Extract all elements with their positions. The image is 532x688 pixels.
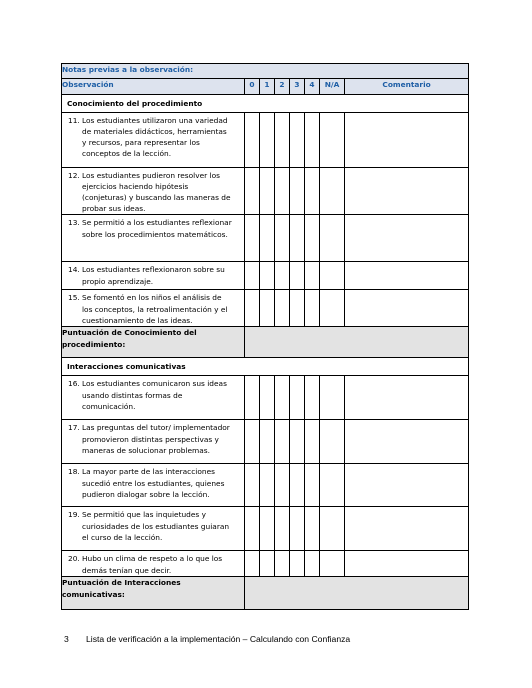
item-line-text: Se permitió a los estudiantes reflexionar — [82, 218, 232, 228]
item-number: 16. — [68, 379, 80, 389]
comment-cell[interactable] — [345, 290, 469, 327]
score-cell-0[interactable] — [245, 507, 260, 551]
page-footer — [64, 634, 350, 644]
item-number: 13. — [68, 218, 80, 228]
item-text-line: demás tenían que decir. — [82, 565, 172, 575]
checklist-item-row — [62, 464, 469, 507]
checklist-item-row — [62, 507, 469, 551]
item-text-line: cuestionamiento de las ideas. — [82, 315, 193, 325]
section-title: Interacciones comunicativas — [62, 358, 469, 376]
score-header-3: 3 — [290, 79, 305, 95]
item-text — [62, 215, 245, 262]
score-header-4: 4 — [305, 79, 320, 95]
score-cell-4[interactable] — [305, 507, 320, 551]
checklist-item-row — [62, 551, 469, 577]
item-text-line — [68, 292, 242, 303]
observation-header: Observación — [62, 79, 245, 95]
item-text — [62, 113, 245, 168]
na-cell[interactable] — [320, 262, 345, 290]
comment-cell[interactable] — [345, 168, 469, 215]
item-line-text: Se permitió que las inquietudes y — [82, 510, 206, 520]
score-header-2: 2 — [275, 79, 290, 95]
comment-cell[interactable] — [345, 507, 469, 551]
comment-cell[interactable] — [345, 215, 469, 262]
item-text-line: (conjeturas) y buscando las maneras de — [82, 193, 231, 203]
score-cell-0[interactable] — [245, 551, 260, 577]
item-text-line — [68, 378, 242, 389]
item-line-text: Los estudiantes reflexionaron sobre su — [82, 265, 225, 275]
comment-cell[interactable] — [345, 113, 469, 168]
item-number: 17. — [68, 423, 80, 433]
section-title: Conocimiento del procedimiento — [62, 95, 469, 113]
table-title: Notas previas a la observación: — [62, 64, 469, 79]
item-line-text: Se fomentó en los niños el análisis de — [82, 293, 222, 303]
item-text-line: usando distintas formas de — [82, 390, 183, 400]
item-text-line — [68, 115, 242, 126]
score-cell-3[interactable] — [290, 215, 305, 262]
score-cell-4[interactable] — [305, 113, 320, 168]
score-cell-1[interactable] — [260, 113, 275, 168]
score-cell-0[interactable] — [245, 168, 260, 215]
item-text-line: sucedió entre los estudiantes, quienes — [82, 478, 225, 488]
item-text-line: probar sus ideas. — [82, 204, 146, 214]
checklist-item-row — [62, 215, 469, 262]
score-total-row — [62, 577, 469, 610]
score-cell-3[interactable] — [290, 290, 305, 327]
section-row — [62, 358, 469, 376]
na-cell[interactable] — [320, 113, 345, 168]
na-cell[interactable] — [320, 420, 345, 464]
score-cell-1[interactable] — [260, 215, 275, 262]
na-header: N/A — [320, 79, 345, 95]
score-cell-4[interactable] — [305, 551, 320, 577]
item-text — [62, 168, 245, 215]
score-cell-4[interactable] — [305, 464, 320, 507]
score-cell-1[interactable] — [260, 420, 275, 464]
score-cell-0[interactable] — [245, 464, 260, 507]
na-cell[interactable] — [320, 464, 345, 507]
item-text — [62, 507, 245, 551]
checklist-item-row — [62, 113, 469, 168]
score-cell-2[interactable] — [275, 113, 290, 168]
score-cell-1[interactable] — [260, 376, 275, 420]
item-text-line — [68, 553, 242, 564]
score-cell-4[interactable] — [305, 420, 320, 464]
score-cell-4[interactable] — [305, 215, 320, 262]
score-header-1: 1 — [260, 79, 275, 95]
na-cell[interactable] — [320, 551, 345, 577]
comment-cell[interactable] — [345, 551, 469, 577]
score-cell-0[interactable] — [245, 113, 260, 168]
score-cell-2[interactable] — [275, 290, 290, 327]
score-cell-1[interactable] — [260, 551, 275, 577]
score-cell-3[interactable] — [290, 507, 305, 551]
item-text-line: pudieron dialogar sobre la lección. — [82, 489, 210, 499]
score-cell-0[interactable] — [245, 290, 260, 327]
score-cell-3[interactable] — [290, 551, 305, 577]
score-cell-2[interactable] — [275, 376, 290, 420]
score-cell-3[interactable] — [290, 168, 305, 215]
score-cell-2[interactable] — [275, 507, 290, 551]
item-text — [62, 290, 245, 327]
item-text-line — [68, 217, 242, 228]
item-text — [62, 376, 245, 420]
item-text-line: ejercicios haciendo hipótesis — [82, 182, 189, 192]
score-cell-3[interactable] — [290, 420, 305, 464]
score-cell-3[interactable] — [290, 376, 305, 420]
item-text-line: conceptos de la lección. — [82, 149, 172, 159]
score-cell-2[interactable] — [275, 464, 290, 507]
checklist-item-row — [62, 262, 469, 290]
score-cell-0[interactable] — [245, 215, 260, 262]
score-cell-2[interactable] — [275, 168, 290, 215]
item-text-line: comunicación. — [82, 401, 136, 411]
section-row — [62, 95, 469, 113]
item-number: 15. — [68, 293, 80, 303]
item-line-text: Los estudiantes comunicaron sus ideas — [82, 379, 227, 389]
score-cell-4[interactable] — [305, 376, 320, 420]
na-cell[interactable] — [320, 376, 345, 420]
item-text-line: los conceptos, la retroalimentación y el — [82, 304, 228, 314]
na-cell[interactable] — [320, 215, 345, 262]
item-text-line: curiosidades de los estudiantes guiaran — [82, 521, 230, 531]
score-total-label: Puntuación de Interacciones comunicativas: — [62, 577, 245, 610]
score-cell-1[interactable] — [260, 464, 275, 507]
item-line-text: Los estudiantes utilizaron una variedad — [82, 116, 228, 125]
na-cell[interactable] — [320, 168, 345, 215]
score-cell-4[interactable] — [305, 168, 320, 215]
score-cell-4[interactable] — [305, 290, 320, 327]
item-text-line — [68, 422, 242, 433]
item-text-line — [68, 264, 242, 275]
comment-cell[interactable] — [345, 420, 469, 464]
item-number: 11. — [68, 116, 80, 125]
score-cell-4[interactable] — [305, 262, 320, 290]
item-text-line: promovieron distintas perspectivas y — [82, 434, 219, 444]
checklist-item-row — [62, 290, 469, 327]
score-cell-2[interactable] — [275, 262, 290, 290]
checklist-item-row — [62, 168, 469, 215]
item-line-text: La mayor parte de las interacciones — [82, 467, 215, 477]
score-cell-2[interactable] — [275, 551, 290, 577]
item-text — [62, 262, 245, 290]
observation-checklist-table — [61, 63, 469, 610]
column-header-row — [62, 79, 469, 95]
score-total-cell[interactable] — [245, 327, 469, 358]
comment-cell[interactable] — [345, 464, 469, 507]
item-number: 12. — [68, 171, 80, 180]
item-number: 18. — [68, 467, 80, 477]
item-text-line: propio aprendizaje. — [82, 276, 154, 286]
checklist-item-row — [62, 376, 469, 420]
comment-cell[interactable] — [345, 376, 469, 420]
checklist-item-row — [62, 420, 469, 464]
item-number: 14. — [68, 265, 80, 275]
item-text — [62, 551, 245, 577]
score-cell-2[interactable] — [275, 215, 290, 262]
na-cell[interactable] — [320, 290, 345, 327]
page-number: 3 — [64, 634, 69, 644]
score-total-row — [62, 327, 469, 358]
item-number: 19. — [68, 510, 80, 520]
item-line-text: Las preguntas del tutor/ implementador — [82, 423, 230, 433]
score-cell-3[interactable] — [290, 262, 305, 290]
score-cell-0[interactable] — [245, 420, 260, 464]
score-cell-0[interactable] — [245, 262, 260, 290]
score-total-cell[interactable] — [245, 577, 469, 610]
comment-header: Comentario — [345, 79, 469, 95]
item-line-text: Los estudiantes pudieron resolver los — [82, 171, 220, 180]
comment-cell[interactable] — [345, 262, 469, 290]
score-header-0: 0 — [245, 79, 260, 95]
item-text-line: sobre los procedimientos matemáticos. — [82, 229, 228, 239]
na-cell[interactable] — [320, 507, 345, 551]
score-cell-1[interactable] — [260, 168, 275, 215]
score-cell-3[interactable] — [290, 113, 305, 168]
score-cell-2[interactable] — [275, 420, 290, 464]
item-text-line — [68, 509, 242, 520]
item-text-line: maneras de solucionar problemas. — [82, 445, 210, 455]
item-text-line: de materiales didácticos, herramientas — [82, 127, 227, 137]
score-cell-0[interactable] — [245, 376, 260, 420]
item-text — [62, 420, 245, 464]
score-cell-3[interactable] — [290, 464, 305, 507]
item-text-line: y recursos, para representar los — [82, 138, 200, 148]
score-total-label: Puntuación de Conocimiento del procedimiento: — [62, 327, 245, 358]
item-text-line: el curso de la lección. — [82, 532, 163, 542]
item-text-line — [68, 170, 242, 181]
item-text — [62, 464, 245, 507]
footer-text: Lista de verificación a la implementación – Calculando con Confianza — [86, 634, 351, 644]
score-cell-1[interactable] — [260, 507, 275, 551]
table-title-row — [62, 64, 469, 79]
item-line-text: Hubo un clima de respeto a lo que los — [82, 554, 223, 564]
item-text-line — [68, 466, 242, 477]
score-cell-1[interactable] — [260, 290, 275, 327]
item-number: 20. — [68, 554, 80, 564]
score-cell-1[interactable] — [260, 262, 275, 290]
